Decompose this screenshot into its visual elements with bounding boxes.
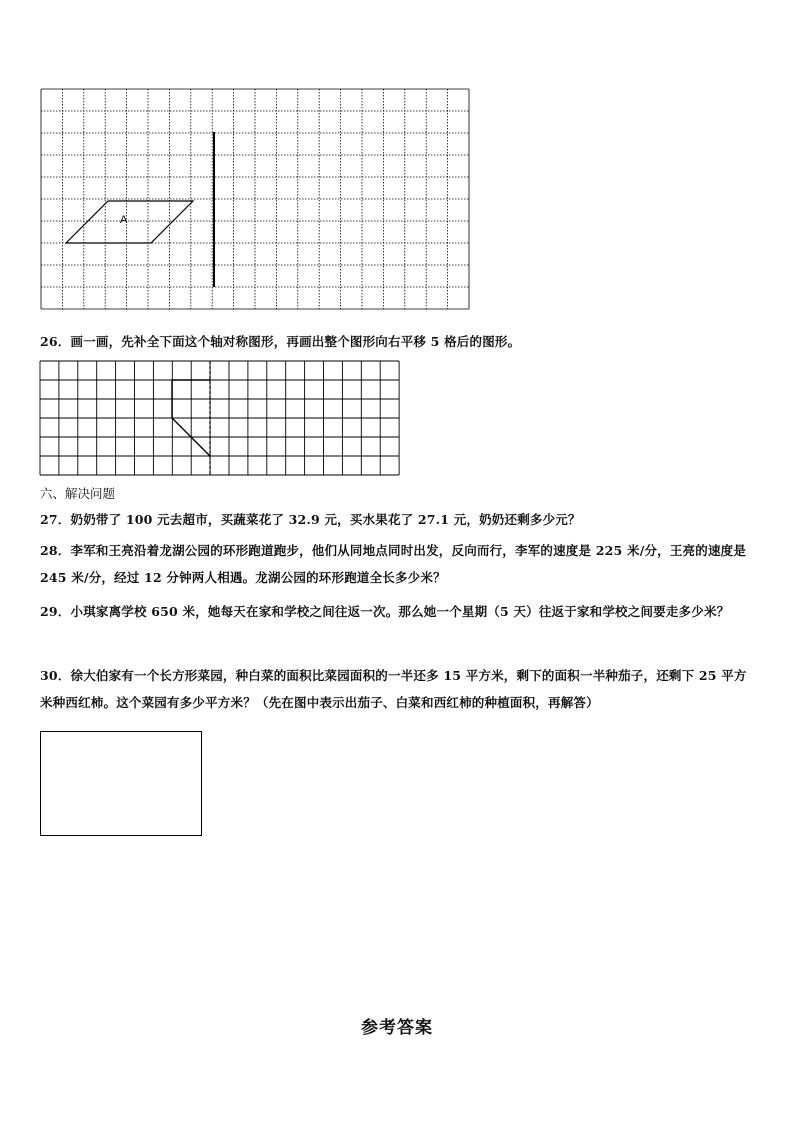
- solid-grid-figure: [40, 361, 400, 476]
- section-title: 六、解决问题: [40, 486, 116, 501]
- question-26: 26．画一画，先补全下面这个轴对称图形，再画出整个图形向右平移 5 格后的图形。: [40, 334, 521, 349]
- shape-label-a: A: [120, 214, 128, 226]
- garden-rectangle-box: [40, 731, 202, 836]
- parallelogram-a: [66, 201, 193, 243]
- dotted-grid-figure: [41, 89, 473, 311]
- question-30: 30．徐大伯家有一个长方形菜园，种白菜的面积比菜园面积的一半还多 15 平方米，剩下的面积一半种茄子，还剩下 25 平方米种西红柿。这个菜园有多少平方米？（先在图中表示出茄子、白菜和西红柿的种植面积，再解答）: [40, 668, 747, 710]
- grid-lines: [40, 361, 399, 475]
- question-29: 29．小琪家离学校 650 米，她每天在家和学校之间往返一次。那么她一个星期（5 天）往返于家和学校之间要走多少米？: [40, 604, 730, 619]
- question-27: 27．奶奶带了 100 元去超市，买蔬菜花了 32.9 元，买水果花了 27.1 元，奶奶还剩多少元？: [40, 512, 581, 527]
- grid-lines: [41, 89, 469, 309]
- question-28: 28．李军和王亮沿着龙湖公园的环形跑道跑步，他们从同地点同时出发，反向而行，李军的速度是 225 米/分，王亮的速度是 245 米/分，经过 12 分钟两人相遇。龙湖公园的环形跑道全长多少米？: [40, 543, 747, 585]
- answer-title: 参考答案: [361, 1018, 433, 1038]
